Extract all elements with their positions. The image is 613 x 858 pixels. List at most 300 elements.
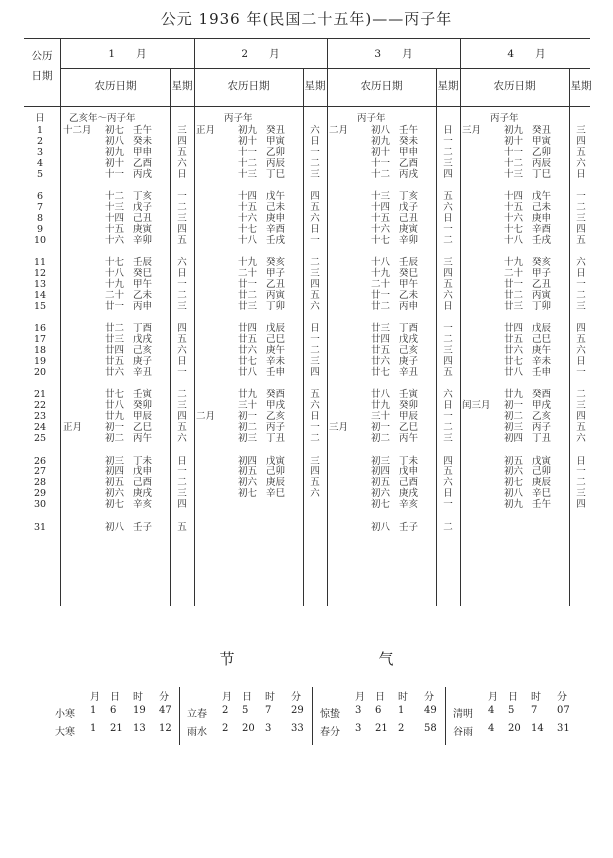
rule-month-2	[327, 38, 328, 606]
weekday: 二	[576, 202, 586, 213]
lunar-day: 廿六	[371, 356, 391, 367]
ganzhi: 癸酉	[266, 389, 286, 401]
weekday: 一	[576, 466, 586, 478]
lunar-day: 廿三	[238, 300, 258, 312]
lunar-day: 初二	[504, 411, 524, 423]
day-number: 27	[33, 466, 47, 478]
ganzhi: 庚辰	[266, 477, 286, 489]
ganzhi: 癸未	[399, 135, 419, 147]
weekday: 四	[443, 356, 453, 367]
ganzhi: 己卯	[266, 466, 286, 478]
weekday: 二	[576, 289, 586, 301]
weekday: 三	[310, 356, 320, 367]
jieqi-value: 19	[133, 705, 146, 716]
lunar-day: 廿四	[371, 334, 391, 346]
jieqi-header: 日	[242, 692, 252, 703]
ganzhi: 丙子	[266, 422, 286, 434]
ganzhi: 辛丑	[133, 366, 153, 378]
lunar-day: 廿四	[504, 323, 524, 335]
weekday: 四	[177, 135, 187, 147]
day-number: 19	[33, 356, 47, 367]
ganzhi: 丙申	[399, 300, 419, 312]
lunar-day: 初三	[371, 455, 391, 467]
weekday: 四	[177, 411, 187, 423]
ganzhi: 丙戌	[133, 168, 153, 180]
ganzhi: 己酉	[133, 477, 153, 489]
jieqi-value: 21	[375, 723, 388, 734]
lunar-day: 初八	[371, 125, 391, 136]
lunar-day: 廿八	[238, 366, 258, 378]
lunar-day: 十四	[504, 191, 524, 203]
weekday: 五	[443, 191, 453, 203]
weekday: 一	[443, 135, 453, 147]
lunar-day: 十三	[238, 168, 258, 180]
ganzhi: 壬戌	[266, 234, 286, 246]
lunar-day: 廿五	[504, 334, 524, 346]
lunar-day: 初九	[105, 146, 125, 158]
ganzhi: 辛酉	[266, 223, 286, 235]
lunar-day: 初四	[105, 466, 125, 478]
lunar-day: 十五	[105, 223, 125, 235]
jieqi-value: 58	[424, 723, 437, 734]
lunar-day: 十六	[371, 223, 391, 235]
jieqi-header: 时	[265, 692, 275, 703]
ganzhi: 甲辰	[133, 411, 153, 423]
lunar-day: 初九	[371, 135, 391, 147]
weekday: 六	[576, 433, 586, 444]
lunar-day: 十七	[105, 257, 125, 269]
lunar-month: 三月	[329, 422, 349, 434]
lunar-day: 初二	[238, 422, 258, 434]
lunar-day: 初五	[504, 455, 524, 467]
month-header: 1 月	[108, 48, 147, 60]
lunar-day: 初一	[105, 422, 125, 434]
ganzhi: 癸卯	[399, 400, 419, 412]
ganzhi: 丁亥	[133, 191, 153, 203]
weekday: 四	[310, 191, 320, 203]
ganzhi: 壬午	[133, 125, 153, 136]
weekday: 六	[576, 345, 586, 357]
lunar-day: 二十	[504, 268, 524, 280]
lunar-day: 初十	[238, 135, 258, 147]
rule-week-2	[303, 69, 304, 606]
weekday: 三	[443, 345, 453, 357]
jieqi-header: 分	[291, 692, 301, 703]
weekday: 三	[576, 488, 586, 500]
day-number: 12	[33, 268, 47, 280]
lunar-day: 廿八	[105, 400, 125, 412]
lunar-day: 廿七	[504, 356, 524, 367]
day-number: 14	[33, 289, 47, 301]
year-note: 丙子年	[490, 113, 519, 124]
lunar-day: 十六	[504, 212, 524, 224]
jieqi-value: 6	[375, 705, 382, 716]
ganzhi: 戊申	[399, 466, 419, 478]
xingqi-header: 星期	[570, 80, 592, 92]
weekday: 六	[443, 202, 453, 213]
lunar-day: 初九	[504, 499, 524, 511]
weekday: 二	[177, 477, 187, 489]
lunar-day: 十一	[238, 146, 258, 158]
lunar-day: 初五	[371, 477, 391, 489]
lunar-day: 初六	[105, 488, 125, 500]
weekday: 一	[177, 366, 187, 378]
ganzhi: 癸丑	[532, 125, 552, 136]
day-number: 10	[33, 234, 47, 246]
lunar-day: 廿九	[105, 411, 125, 423]
weekday: 日	[443, 212, 453, 224]
header-gongli: 公历	[31, 50, 53, 62]
ganzhi: 戊戌	[399, 334, 419, 346]
lunar-day: 十九	[371, 268, 391, 280]
ganzhi: 壬子	[133, 521, 153, 533]
lunar-day: 初八	[504, 488, 524, 500]
weekday: 五	[177, 146, 187, 158]
weekday: 六	[310, 125, 320, 136]
ganzhi: 庚子	[399, 356, 419, 367]
weekday: 一	[576, 191, 586, 203]
rule-left	[60, 38, 61, 606]
ganzhi: 甲申	[133, 146, 153, 158]
lunar-day: 廿三	[504, 300, 524, 312]
ganzhi: 甲戌	[532, 400, 552, 412]
lunar-day: 初四	[504, 433, 524, 444]
weekday: 三	[177, 212, 187, 224]
day-number: 17	[33, 334, 47, 346]
jieqi-value: 07	[557, 705, 570, 716]
weekday: 二	[310, 157, 320, 169]
weekday: 日	[310, 223, 320, 235]
rule-month-1	[194, 38, 195, 606]
ganzhi: 乙未	[399, 289, 419, 301]
ganzhi: 庚午	[266, 345, 286, 357]
day-number: 7	[36, 202, 44, 213]
weekday: 一	[576, 279, 586, 290]
ganzhi: 丁丑	[532, 433, 552, 444]
weekday: 一	[310, 334, 320, 346]
ganzhi: 丙寅	[532, 289, 552, 301]
weekday: 二	[443, 422, 453, 434]
ganzhi: 己未	[266, 202, 286, 213]
weekday: 一	[177, 466, 187, 478]
lunar-month: 正月	[63, 422, 83, 434]
weekday: 三	[576, 125, 586, 136]
ganzhi: 甲子	[266, 268, 286, 280]
weekday: 六	[443, 389, 453, 401]
lunar-day: 初六	[504, 466, 524, 478]
weekday: 二	[310, 433, 320, 444]
xingqi-header: 星期	[304, 80, 326, 92]
weekday: 五	[177, 334, 187, 346]
jieqi-value: 4	[488, 723, 495, 734]
weekday: 四	[576, 499, 586, 511]
rule-week-4	[569, 69, 570, 606]
weekday: 五	[443, 466, 453, 478]
jieqi-value: 5	[508, 705, 515, 716]
lunar-day: 初六	[238, 477, 258, 489]
ganzhi: 乙丑	[266, 279, 286, 290]
weekday: 五	[310, 202, 320, 213]
ganzhi: 戊辰	[266, 323, 286, 335]
ganzhi: 丙子	[532, 422, 552, 434]
ganzhi: 丁卯	[266, 300, 286, 312]
weekday: 五	[177, 521, 187, 533]
weekday: 三	[310, 268, 320, 280]
ganzhi: 甲午	[133, 279, 153, 290]
lunar-day: 十五	[504, 202, 524, 213]
ganzhi: 乙酉	[399, 157, 419, 169]
ganzhi: 庚辰	[532, 477, 552, 489]
lunar-day: 十八	[371, 257, 391, 269]
ganzhi: 癸酉	[532, 389, 552, 401]
weekday: 三	[177, 125, 187, 136]
lunar-day: 十二	[504, 157, 524, 169]
weekday: 日	[310, 135, 320, 147]
ganzhi: 辛卯	[399, 234, 419, 246]
weekday: 三	[576, 212, 586, 224]
ganzhi: 丁未	[399, 455, 419, 467]
ganzhi: 戊寅	[532, 455, 552, 467]
ganzhi: 戊戌	[133, 334, 153, 346]
weekday: 一	[310, 146, 320, 158]
ganzhi: 庚寅	[399, 223, 419, 235]
lunar-day: 十三	[504, 168, 524, 180]
ganzhi: 戊午	[266, 191, 286, 203]
day-number: 18	[33, 345, 47, 357]
weekday: 一	[443, 411, 453, 423]
lunar-day: 初五	[238, 466, 258, 478]
ganzhi: 己亥	[133, 345, 153, 357]
weekday: 日	[443, 400, 453, 412]
jieqi-header: 时	[398, 692, 408, 703]
weekday: 日	[443, 488, 453, 500]
lunar-day: 初五	[105, 477, 125, 489]
lunar-day: 廿五	[105, 356, 125, 367]
day-number: 3	[36, 146, 44, 158]
weekday: 三	[576, 400, 586, 412]
weekday: 日	[443, 125, 453, 136]
weekday: 二	[443, 521, 453, 533]
jieqi-value: 20	[242, 723, 255, 734]
ganzhi: 甲寅	[532, 135, 552, 147]
weekday: 一	[576, 366, 586, 378]
lunar-day: 三十	[238, 400, 258, 412]
ganzhi: 辛酉	[532, 223, 552, 235]
jieqi-value: 47	[159, 705, 172, 716]
lunar-day: 廿一	[105, 300, 125, 312]
weekday: 六	[310, 212, 320, 224]
ganzhi: 丁丑	[266, 433, 286, 444]
weekday: 二	[177, 389, 187, 401]
lunar-day: 廿五	[238, 334, 258, 346]
weekday: 三	[443, 157, 453, 169]
weekday: 二	[443, 234, 453, 246]
jieqi-value: 21	[110, 723, 123, 734]
header-riqi: 日期	[31, 70, 53, 82]
jieqi-header: 日	[110, 692, 120, 703]
ganzhi: 乙卯	[532, 146, 552, 158]
weekday: 二	[310, 257, 320, 269]
jieqi-header: 月	[90, 692, 100, 703]
lunar-day: 初一	[504, 400, 524, 412]
ganzhi: 庚午	[532, 345, 552, 357]
weekday: 四	[443, 168, 453, 180]
weekday: 六	[310, 488, 320, 500]
xingqi-header: 星期	[171, 80, 193, 92]
lunar-day: 初十	[105, 157, 125, 169]
ganzhi: 庚戌	[399, 488, 419, 500]
lunar-day: 初八	[371, 521, 391, 533]
ganzhi: 辛亥	[133, 499, 153, 511]
lunar-day: 初七	[371, 499, 391, 511]
xingqi-header: 星期	[437, 80, 459, 92]
jieqi-value: 20	[508, 723, 521, 734]
lunar-day: 初一	[238, 411, 258, 423]
lunar-day: 初二	[371, 433, 391, 444]
lunar-day: 廿六	[504, 345, 524, 357]
ganzhi: 壬午	[399, 125, 419, 136]
lunar-month: 二月	[329, 125, 349, 136]
ganzhi: 癸亥	[532, 257, 552, 269]
weekday: 二	[443, 334, 453, 346]
jieqi-name: 惊蛰	[320, 709, 340, 720]
ganzhi: 丁卯	[532, 300, 552, 312]
weekday: 日	[177, 455, 187, 467]
ganzhi: 庚寅	[133, 223, 153, 235]
weekday: 一	[443, 223, 453, 235]
ganzhi: 丁巳	[266, 168, 286, 180]
weekday: 二	[177, 202, 187, 213]
calendar-table	[24, 38, 590, 606]
lunar-month: 三月	[462, 125, 482, 136]
nongli-header: 农历日期	[360, 80, 403, 92]
day-number: 23	[33, 411, 47, 423]
lunar-day: 廿八	[504, 366, 524, 378]
ganzhi: 丙午	[399, 433, 419, 444]
day-number: 30	[33, 499, 47, 511]
lunar-month: 闰三月	[462, 400, 491, 412]
ganzhi: 戊子	[399, 202, 419, 213]
weekday: 日	[576, 455, 586, 467]
weekday: 六	[177, 433, 187, 444]
ganzhi: 癸巳	[133, 268, 153, 280]
weekday: 一	[177, 279, 187, 290]
weekday: 三	[310, 168, 320, 180]
weekday: 四	[576, 323, 586, 335]
day-number: 24	[33, 422, 47, 434]
jieqi-header: 月	[355, 692, 365, 703]
weekday: 五	[443, 366, 453, 378]
ganzhi: 戊子	[133, 202, 153, 213]
rule-week-1	[170, 69, 171, 606]
ganzhi: 己未	[532, 202, 552, 213]
lunar-day: 二十	[238, 268, 258, 280]
jieqi-value: 1	[398, 705, 405, 716]
lunar-day: 十二	[371, 168, 391, 180]
lunar-day: 十七	[504, 223, 524, 235]
weekday: 四	[443, 455, 453, 467]
lunar-day: 初一	[371, 422, 391, 434]
ganzhi: 戊辰	[532, 323, 552, 335]
weekday: 日	[310, 411, 320, 423]
jieqi-value: 1	[90, 723, 97, 734]
weekday: 四	[310, 366, 320, 378]
ganzhi: 丙午	[133, 433, 153, 444]
lunar-day: 初十	[371, 146, 391, 158]
lunar-day: 廿四	[105, 345, 125, 357]
day-number: 26	[33, 455, 47, 467]
ganzhi: 壬午	[532, 499, 552, 511]
ganzhi: 己丑	[399, 212, 419, 224]
jieqi-value: 6	[110, 705, 117, 716]
jieqi-name: 谷雨	[453, 727, 473, 738]
weekday: 五	[310, 477, 320, 489]
jieqi-value: 33	[291, 723, 304, 734]
weekday: 五	[310, 289, 320, 301]
weekday: 四	[576, 411, 586, 423]
ganzhi: 丙申	[133, 300, 153, 312]
lunar-day: 十四	[371, 202, 391, 213]
weekday: 五	[177, 422, 187, 434]
weekday: 四	[177, 323, 187, 335]
jieqi-divider	[312, 687, 313, 745]
day-number: 16	[33, 323, 47, 335]
lunar-day: 廿九	[504, 389, 524, 401]
ganzhi: 己亥	[399, 345, 419, 357]
year-note: 丙子年	[224, 113, 253, 124]
ganzhi: 乙巳	[133, 422, 153, 434]
weekday: 六	[576, 157, 586, 169]
lunar-day: 廿六	[105, 366, 125, 378]
jieqi-divider	[445, 687, 446, 745]
jieqi-value: 2	[398, 723, 405, 734]
ganzhi: 丁未	[133, 455, 153, 467]
weekday: 三	[177, 300, 187, 312]
ganzhi: 己丑	[133, 212, 153, 224]
lunar-day: 初四	[371, 466, 391, 478]
lunar-day: 廿九	[238, 389, 258, 401]
lunar-month: 正月	[196, 125, 216, 136]
day-number: 4	[36, 157, 44, 169]
lunar-day: 十八	[504, 234, 524, 246]
month-header: 4 月	[507, 48, 546, 60]
ganzhi: 辛丑	[399, 366, 419, 378]
weekday: 五	[576, 146, 586, 158]
lunar-day: 十四	[238, 191, 258, 203]
ganzhi: 丙辰	[266, 157, 286, 169]
weekday: 六	[310, 300, 320, 312]
weekday: 四	[576, 135, 586, 147]
lunar-day: 初六	[371, 488, 391, 500]
ganzhi: 乙酉	[133, 157, 153, 169]
weekday: 五	[576, 422, 586, 434]
ganzhi: 辛亥	[399, 499, 419, 511]
jieqi-value: 14	[531, 723, 544, 734]
ganzhi: 丙戌	[399, 168, 419, 180]
weekday: 六	[310, 400, 320, 412]
ganzhi: 乙未	[133, 289, 153, 301]
ganzhi: 辛巳	[266, 488, 286, 500]
month-header: 2 月	[241, 48, 280, 60]
weekday: 六	[177, 345, 187, 357]
weekday: 日	[310, 323, 320, 335]
jieqi-header: 月	[488, 692, 498, 703]
lunar-day: 廿二	[371, 300, 391, 312]
year-note: 乙亥年～丙子年	[69, 113, 136, 124]
jieqi-name: 小寒	[55, 709, 75, 720]
lunar-day: 十九	[105, 279, 125, 290]
weekday: 日	[576, 268, 586, 280]
